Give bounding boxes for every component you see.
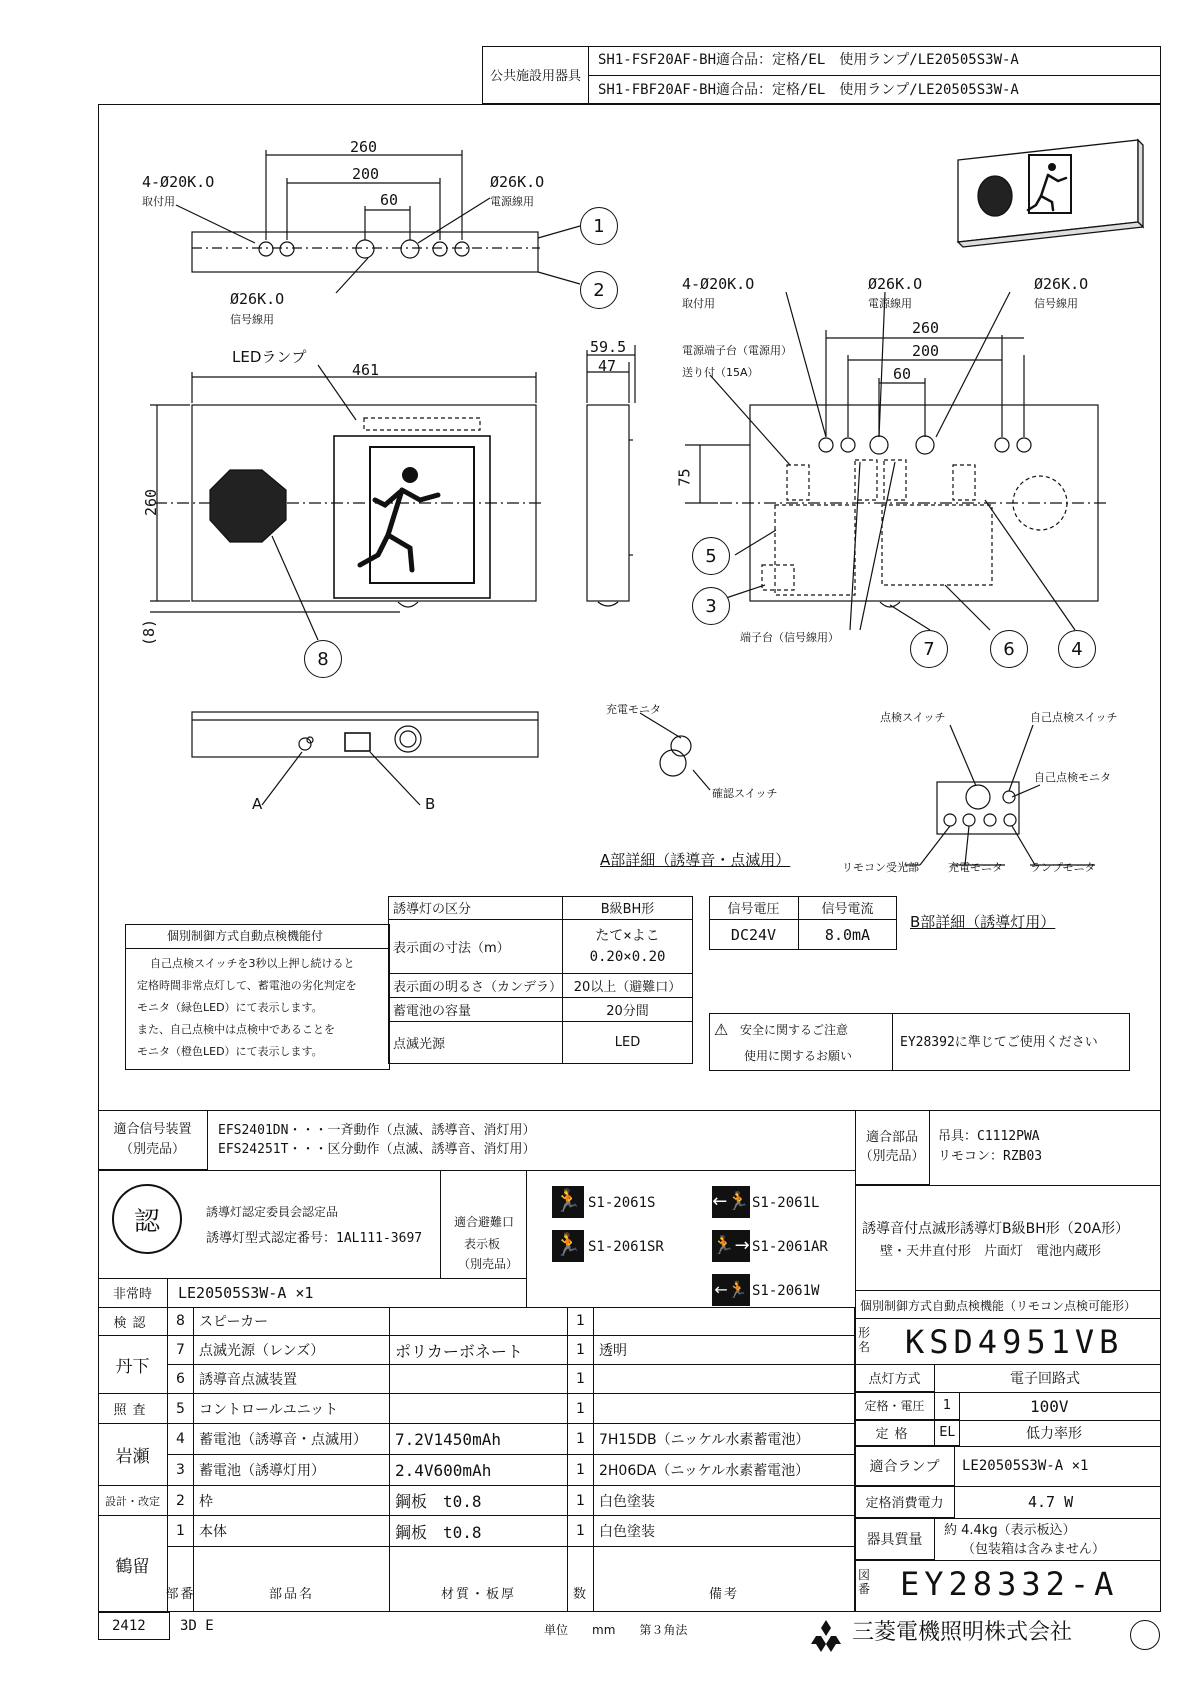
led-lamp-label: LEDランプ — [232, 348, 307, 366]
footer-date: 2412 — [112, 1618, 146, 1634]
panel-item: S1-2061SR — [588, 1239, 664, 1255]
callout-4: 4 — [1058, 630, 1096, 668]
speaker-grille — [210, 470, 286, 542]
compat-parts-l2: リモコン：RZB03 — [938, 1149, 1043, 1164]
product-desc2: 壁・天井直付形 片面灯 電池内蔵形 — [880, 1244, 1102, 1259]
parts-cell-note: 7H15DB（ニッケル水素蓄電池） — [594, 1424, 855, 1455]
top-hole-mount-label: 取付用 — [142, 195, 175, 208]
parts-cell-qty: 1 — [568, 1394, 594, 1424]
title-block-top — [98, 1110, 1161, 1111]
compat-parts-label1: 適合部品 — [865, 1129, 918, 1145]
back-hole-mount: 4-Ø20K.O — [682, 275, 755, 293]
top-hole-power: Ø26K.O — [490, 173, 545, 191]
signal-hole — [356, 240, 374, 258]
spec-value: たて×よこ 0.20×0.20 — [563, 920, 693, 974]
top-dim-200: 200 — [352, 165, 380, 183]
panel-icon-ar: 🏃→ — [712, 1230, 750, 1262]
parts-cell-no: 7 — [168, 1336, 194, 1365]
footer-version: 3D E — [180, 1618, 214, 1634]
mount-hole — [455, 242, 469, 256]
detail-a-confirm-switch: 確認スイッチ — [712, 787, 778, 800]
parts-cell-qty: 1 — [568, 1365, 594, 1394]
self-check-line: 定格時間非常点灯して、蓄電池の劣化判定を — [137, 979, 357, 992]
detail-b-lamp-monitor: ランプモニタ — [1030, 861, 1096, 874]
approval-cell: 検認 — [98, 1307, 168, 1336]
callout-3: 3 — [692, 587, 730, 625]
parts-cell-mat: 7.2V1450mAh — [390, 1424, 568, 1455]
parts-cell-qty: 1 — [568, 1424, 594, 1455]
lighting-label: 点灯方式 — [855, 1364, 935, 1392]
compat-signal-l2: EFS24251T・・・区分動作（点滅、誘導音、消灯用） — [218, 1142, 536, 1157]
parts-cell-no: 6 — [168, 1365, 194, 1394]
parts-cell-mat — [390, 1307, 568, 1336]
mount-hole — [1017, 438, 1031, 452]
parts-cell-mat: 鋼板 t0.8 — [390, 1486, 568, 1516]
panel-icon-l: ←🏃 — [712, 1186, 750, 1218]
parts-cell-mat: 2.4V600mAh — [390, 1455, 568, 1486]
panel-icon-s: 🏃 — [552, 1186, 584, 1218]
parts-cell-name: 誘導音点滅装置 — [194, 1365, 390, 1394]
back-hole-power-label: 電源線用 — [868, 297, 912, 310]
front-dim-8: (8) — [140, 618, 159, 647]
company-name: 三菱電機照明株式会社 — [852, 1620, 1073, 1645]
mount-hole — [841, 438, 855, 452]
terminal-power-label2: 送り付（15A） — [682, 366, 759, 379]
signal-current-value: 8.0mA — [799, 920, 897, 950]
terminal-signal-label: 端子台（信号線用） — [740, 631, 839, 644]
self-check-title: 個別制御方式自動点検機能付 — [167, 929, 324, 943]
back-hole-signal-label: 信号線用 — [1034, 297, 1078, 310]
top-hole-power-label: 電源線用 — [490, 195, 534, 208]
safety-line2: 使用に関するお願い — [744, 1049, 853, 1063]
header-line1: SH1-FSF20AF-BH適合品：定格/EL 使用ランプ/LE20505S3W-A — [598, 52, 1019, 68]
side-dim-59-5: 59.5 — [590, 338, 627, 356]
weight-value2: （包装箱は含みません） — [962, 1542, 1106, 1557]
side-dim-47: 47 — [598, 357, 617, 375]
parts-cell-mat: 鋼板 t0.8 — [390, 1516, 568, 1547]
compat-parts-l1: 吊具：C1112PWA — [938, 1129, 1040, 1144]
product-sketch — [958, 140, 1143, 247]
parts-cell-mat — [390, 1394, 568, 1424]
rating-label: 定格 — [855, 1420, 935, 1446]
parts-cell-qty: 1 — [568, 1455, 594, 1486]
model-label: 形名 — [858, 1326, 871, 1355]
footer-unit: 単位 mm 第３角法 — [544, 1623, 688, 1637]
callout-6: 6 — [990, 630, 1028, 668]
callout-1: 1 — [580, 207, 618, 245]
detail-b-self-check-switch: 自己点検スイッチ — [1030, 711, 1118, 724]
safety-line1: 安全に関するご注意 — [740, 1023, 849, 1037]
panels-label1: 適合避難口 — [454, 1215, 515, 1229]
voltage-n: 1 — [935, 1392, 960, 1420]
parts-header-name: 部品名 — [194, 1547, 390, 1612]
parts-cell-qty: 1 — [568, 1336, 594, 1365]
parts-cell-mat: ポリカーボネート — [390, 1336, 568, 1365]
panels-label3: （別売品） — [458, 1257, 519, 1271]
signal-current-header: 信号電流 — [799, 896, 897, 920]
spec-value: LED — [563, 1022, 693, 1064]
mount-hole — [280, 242, 294, 256]
approval-cell: 丹下 — [98, 1336, 168, 1394]
cert-line2: 誘導灯型式認定番号：1AL111-3697 — [206, 1231, 423, 1246]
approval-cell: 設計・改定 — [98, 1486, 168, 1516]
weight-value1: 約 4.4kg（表示板込） — [944, 1523, 1076, 1538]
self-check-line: モニタ（橙色LED）にて表示します。 — [137, 1045, 323, 1058]
spec-label: 誘導灯の区分 — [388, 896, 563, 920]
led-lamp-dashed — [364, 418, 480, 430]
parts-cell-name: スピーカー — [194, 1307, 390, 1336]
parts-cell-no: 3 — [168, 1455, 194, 1486]
power-hole — [401, 240, 419, 258]
parts-header-no: 部番 — [168, 1547, 194, 1612]
compat-signal-label2: （別売品） — [119, 1141, 185, 1157]
parts-cell-note: 白色塗装 — [594, 1516, 855, 1547]
voltage-label: 定格・電圧 — [855, 1392, 935, 1420]
parts-cell-qty: 1 — [568, 1516, 594, 1547]
signal-hole — [916, 436, 934, 454]
drawing-label: 図番 — [858, 1568, 871, 1597]
self-check-line: モニタ（緑色LED）にて表示します。 — [137, 1001, 323, 1014]
parts-cell-mat — [390, 1365, 568, 1394]
compat-signal-l1: EFS2401DN・・・一斉動作（点滅、誘導音、消灯用） — [218, 1123, 536, 1138]
compat-signal-label1: 適合信号装置 — [113, 1122, 192, 1137]
back-dim-60: 60 — [893, 365, 912, 383]
detail-b-remote-receiver: リモコン受光部 — [842, 861, 919, 874]
power-hole — [870, 436, 888, 454]
back-dim-75: 75 — [675, 468, 694, 487]
top-dim-60: 60 — [380, 191, 399, 209]
signal-voltage-value: DC24V — [709, 920, 799, 950]
parts-cell-no: 4 — [168, 1424, 194, 1455]
parts-cell-name: コントロールユニット — [194, 1394, 390, 1424]
parts-cell-qty: 1 — [568, 1307, 594, 1336]
approval-cell: 鶴留 — [98, 1516, 168, 1612]
weight-label: 器具質量 — [855, 1518, 935, 1560]
back-hole-mount-label: 取付用 — [682, 297, 715, 310]
running-man-pictogram — [360, 467, 438, 570]
approval-cell: 岩瀬 — [98, 1424, 168, 1486]
top-dim-260: 260 — [350, 138, 378, 156]
mount-hole — [433, 242, 447, 256]
parts-cell-no: 8 — [168, 1307, 194, 1336]
callout-8: 8 — [304, 640, 342, 678]
bottom-label-a: A — [252, 795, 263, 813]
approval-cell: 照査 — [98, 1394, 168, 1424]
parts-cell-note: 白色塗装 — [594, 1486, 855, 1516]
back-hole-signal: Ø26K.O — [1034, 275, 1089, 293]
spec-value: B級BH形 — [563, 896, 693, 920]
emergency-value: LE20505S3W-A ×1 — [178, 1284, 314, 1302]
registered-circle — [1130, 1620, 1160, 1650]
callout-5: 5 — [692, 537, 730, 575]
parts-cell-name: 蓄電池（誘導灯用） — [194, 1455, 390, 1486]
voltage-value: 100V — [1030, 1397, 1069, 1416]
parts-cell-note — [594, 1394, 855, 1424]
signal-voltage-header: 信号電圧 — [709, 896, 799, 920]
safety-doc: EY28392に準じてご使用ください — [900, 1035, 1098, 1050]
top-hole-signal: Ø26K.O — [230, 290, 285, 308]
back-dim-200: 200 — [912, 342, 940, 360]
parts-cell-note — [594, 1365, 855, 1394]
top-hole-mount: 4-Ø20K.O — [142, 173, 215, 191]
mitsubishi-logo-icon — [808, 1620, 844, 1652]
parts-cell-note — [594, 1307, 855, 1336]
parts-cell-name: 点滅光源（レンズ） — [194, 1336, 390, 1365]
power-value: 4.7 W — [1028, 1493, 1074, 1511]
spec-label: 表示面の明るさ（カンデラ） — [388, 974, 563, 998]
power-label: 定格消費電力 — [855, 1486, 955, 1518]
back-dim-260: 260 — [912, 319, 940, 337]
panel-item: S1-2061S — [588, 1195, 656, 1211]
spec-label: 表示面の寸法（m） — [388, 920, 563, 974]
mount-hole — [995, 438, 1009, 452]
parts-cell-name: 蓄電池（誘導音・点滅用） — [194, 1424, 390, 1455]
callout-7: 7 — [910, 630, 948, 668]
detail-b-check-switch: 点検スイッチ — [880, 711, 946, 724]
spec-label: 蓄電池の容量 — [388, 998, 563, 1022]
rating-value: 低力率形 — [1026, 1426, 1082, 1442]
side-view-body — [587, 405, 629, 601]
front-dim-260: 260 — [142, 488, 161, 517]
panel-item: S1-2061W — [752, 1283, 820, 1299]
detail-a-charge-monitor: 充電モニタ — [606, 703, 661, 716]
panel-icon-w: ←🏃→ — [712, 1274, 750, 1306]
front-dim-461: 461 — [352, 361, 380, 379]
spec-value: 20分間 — [563, 998, 693, 1022]
detail-b-self-check-monitor: 自己点検モニタ — [1034, 771, 1111, 784]
parts-cell-name: 本体 — [194, 1516, 390, 1547]
lamp-value: LE20505S3W-A ×1 — [962, 1458, 1089, 1474]
self-check-line: また、自己点検中は点検中であることを — [137, 1023, 335, 1036]
back-hole-power: Ø26K.O — [868, 275, 923, 293]
compat-signal-label — [98, 1110, 208, 1170]
parts-cell-name: 枠 — [194, 1486, 390, 1516]
terminal-power-label: 電源端子台（電源用） — [682, 344, 792, 357]
parts-cell-note: 透明 — [594, 1336, 855, 1365]
cert-seal: 認 — [112, 1184, 182, 1254]
parts-cell-note: 2H06DA（ニッケル水素蓄電池） — [594, 1455, 855, 1486]
mount-hole — [819, 438, 833, 452]
panel-item: S1-2061AR — [752, 1239, 828, 1255]
callout-2: 2 — [580, 271, 618, 309]
header-category: 公共施設用器具 — [490, 69, 582, 84]
self-check-line: 自己点検スイッチを3秒以上押し続けると — [150, 957, 355, 970]
product-feature: 個別制御方式自動点検機能（リモコン点検可能形） — [860, 1299, 1137, 1313]
cert-line1: 誘導灯認定委員会認定品 — [206, 1205, 339, 1219]
parts-cell-no: 1 — [168, 1516, 194, 1547]
model-number: KSD4951VB — [905, 1323, 1124, 1361]
parts-cell-no: 2 — [168, 1486, 194, 1516]
header-line2: SH1-FBF20AF-BH適合品：定格/EL 使用ランプ/LE20505S3W-A — [598, 82, 1019, 98]
drawing-number: EY28332-A — [900, 1565, 1119, 1603]
mount-hole — [259, 242, 273, 256]
compat-parts-label — [855, 1110, 930, 1185]
rating-n: EL — [935, 1420, 960, 1446]
bottom-label-b: B — [425, 795, 436, 813]
spec-value: 20以上（避難口） — [563, 974, 693, 998]
parts-header-qty: 数 — [568, 1547, 594, 1612]
spec-label: 点滅光源 — [388, 1022, 563, 1064]
panels-label2: 表示板 — [464, 1237, 501, 1251]
parts-cell-qty: 1 — [568, 1486, 594, 1516]
top-hole-signal-label: 信号線用 — [230, 313, 274, 326]
detail-b-title: B部詳細（誘導灯用） — [910, 913, 1056, 931]
warning-icon: ⚠ — [714, 1020, 729, 1039]
lamp-label: 適合ランプ — [855, 1446, 955, 1486]
product-desc1: 誘導音付点滅形誘導灯B級BH形（20A形） — [862, 1221, 1130, 1237]
detail-b-charge-monitor: 充電モニタ — [948, 861, 1003, 874]
panel-item: S1-2061L — [752, 1195, 820, 1211]
detail-a-title: A部詳細（誘導音・点滅用） — [600, 851, 791, 869]
emergency-label: 非常時 — [98, 1278, 168, 1308]
parts-header-note: 備考 — [594, 1547, 855, 1612]
lighting-value: 電子回路式 — [1010, 1371, 1080, 1387]
parts-cell-no: 5 — [168, 1394, 194, 1424]
panel-icon-sr: 🏃 — [552, 1230, 584, 1262]
front-panel — [334, 436, 490, 598]
parts-header-mat: 材質・板厚 — [390, 1547, 568, 1612]
compat-parts-label2: （別売品） — [859, 1149, 925, 1164]
